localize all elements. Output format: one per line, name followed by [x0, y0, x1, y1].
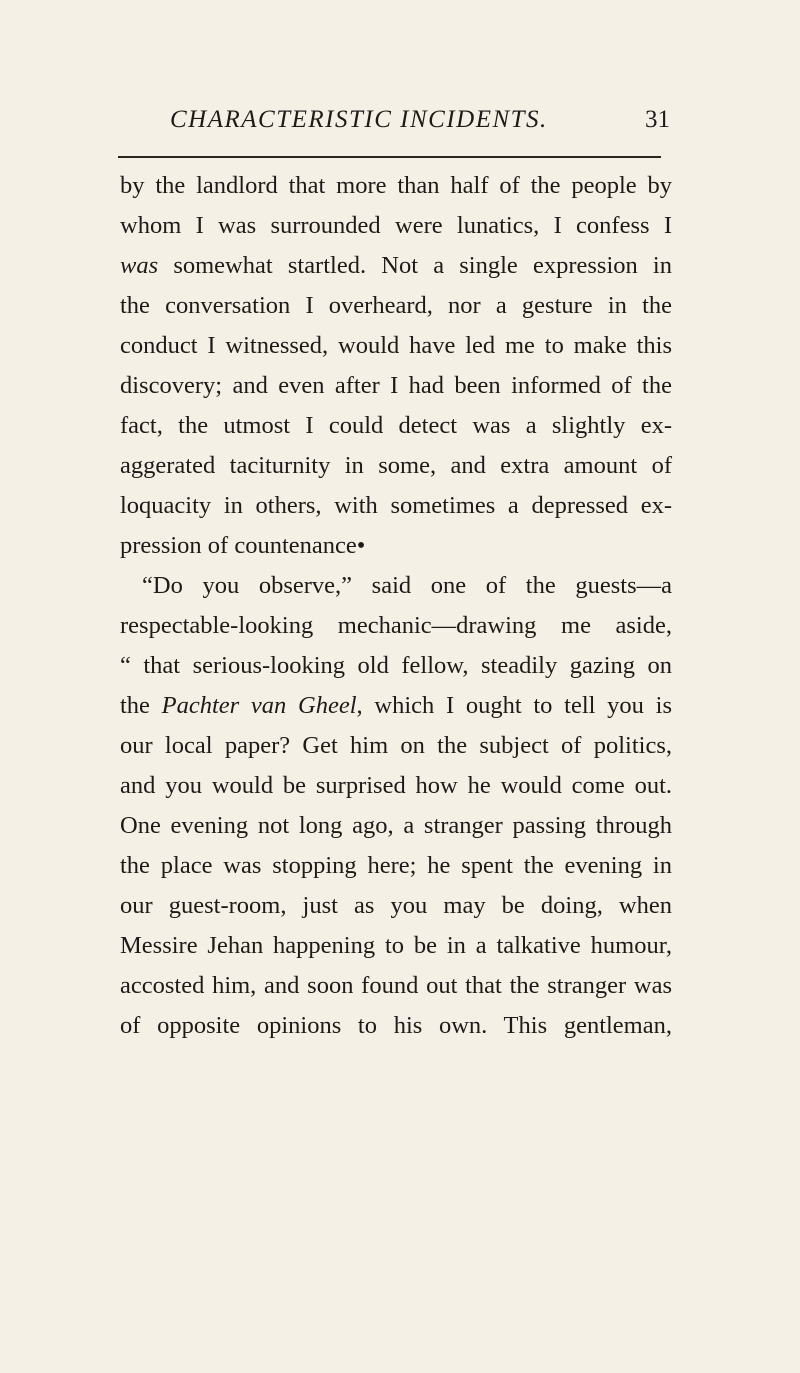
text-line: the place was stopping here; he spent the evening in	[120, 852, 672, 879]
text-line: accosted him, and soon found out that the stranger was	[120, 972, 672, 999]
text-line: One evening not long ago, a stranger passing through	[120, 812, 672, 839]
text-line: discovery; and even after I had been informed of the	[120, 372, 672, 399]
text-line: loquacity in others, with sometimes a depressed ex-	[120, 492, 672, 519]
text-line	[120, 686, 672, 726]
text-fragment: , which I ought to tell you is	[356, 692, 672, 719]
text-line: pression of countenance•	[120, 532, 366, 559]
text-line-rest: somewhat startled. Not a single expression in	[158, 252, 672, 279]
text-line: conduct I witnessed, would have led me to make this	[120, 332, 672, 359]
text-line: whom I was surrounded were lunatics, I confess I	[120, 212, 672, 239]
text-line: respectable-looking mechanic—drawing me aside,	[120, 612, 672, 639]
text-line: fact, the utmost I could detect was a slightly ex-	[120, 412, 672, 439]
text-line: of opposite opinions to his own. This gentleman,	[120, 1012, 672, 1039]
running-title: CHARACTERISTIC INCIDENTS.	[170, 106, 548, 133]
text-line: by the landlord that more than half of the people by	[120, 172, 672, 199]
text-line	[120, 246, 672, 286]
body-text	[120, 166, 672, 1046]
newspaper-title: Pachter van Gheel	[161, 692, 357, 719]
text-line: aggerated taciturnity in some, and extra amount of	[120, 452, 672, 479]
text-line: our guest-room, just as you may be doing, when	[120, 892, 672, 919]
text-line: our local paper? Get him on the subject of politics,	[120, 732, 672, 759]
header-rule	[118, 156, 661, 158]
text-line: the conversation I overheard, nor a gesture in the	[120, 292, 672, 319]
running-head	[110, 106, 670, 146]
text-fragment: the	[120, 692, 162, 719]
text-line: “Do you observe,” said one of the guests—a	[142, 572, 672, 599]
page-number: 31	[645, 106, 670, 133]
italic-word: was	[120, 252, 159, 279]
text-line: and you would be surprised how he would come out.	[120, 772, 672, 799]
text-line: Messire Jehan happening to be in a talkative humour,	[120, 932, 672, 959]
text-line: “ that serious-looking old fellow, steadily gazing on	[120, 652, 672, 679]
